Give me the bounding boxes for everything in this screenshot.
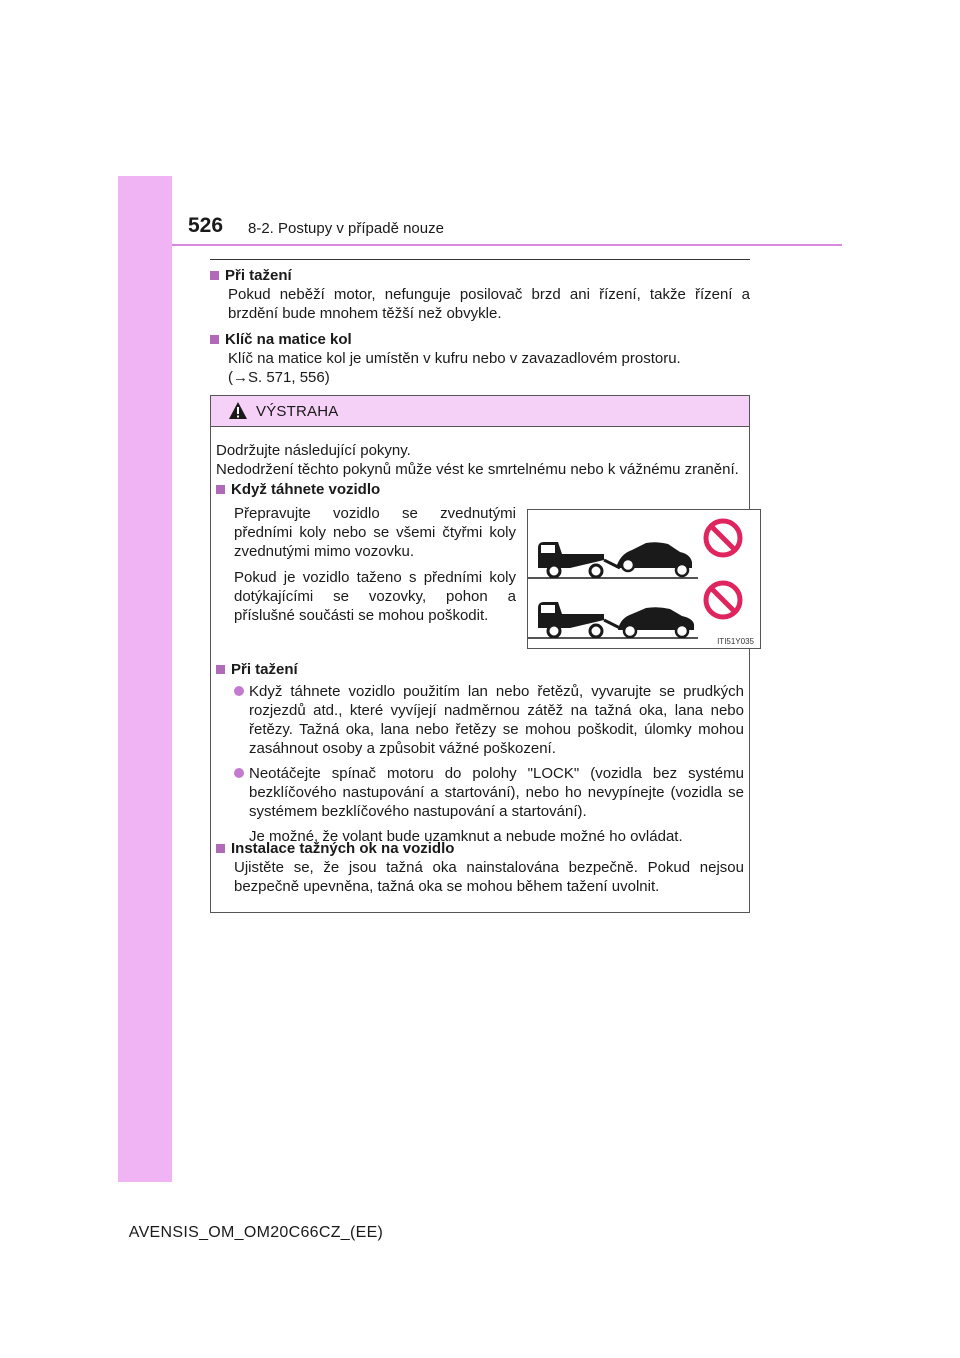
tow-heading: Když táhnete vozidlo [231, 481, 381, 498]
bullet-note: Je možné, že volant bude uzamknut a nebude možné ho ovládat. [249, 828, 683, 845]
section-text: Pokud neběží motor, nefunguje posilovač brzd ani řízení, takže řízení a brzdění bude mnohem těžší než obvykle. [228, 286, 750, 322]
install-heading: Instalace tažných ok na vozidlo [231, 840, 455, 857]
warning-header [211, 396, 749, 427]
page-number: 526 [188, 214, 224, 237]
tow-paragraph: Přepravujte vozidlo se zvednutými předními koly nebo se všemi čtyřmi koly zvednutými mimo vozovku. [234, 505, 516, 560]
tow-paragraph: Pokud je vozidlo taženo s předními koly dotýkajícími se vozovky, pohon a příslušné součásti se mohou poškodit. [234, 569, 516, 624]
section-wheel-wrench [210, 330, 750, 387]
prohibited-icon [706, 583, 740, 617]
round-bullet-icon [234, 686, 244, 696]
tow-heading-row [216, 480, 744, 499]
during-towing [216, 660, 744, 846]
header-rule [172, 244, 842, 246]
figure-code: ITI51Y035 [717, 637, 754, 646]
square-bullet-icon [210, 335, 219, 344]
section-heading: Klíč na matice kol [225, 331, 352, 348]
tow-text [234, 504, 516, 625]
towing-illustration [527, 509, 761, 649]
side-band [118, 176, 172, 1182]
square-bullet-icon [216, 665, 225, 674]
footer-doc-code: AVENSIS_OM_OM20C66CZ_(EE) [128, 1224, 384, 1241]
install-text: Ujistěte se, že jsou tažná oka nainstalována bezpečně. Pokud nejsou bezpečně upevněna, tažná oka se mohou během tažení uvolnit. [234, 859, 744, 895]
install-tow-eye [216, 839, 744, 896]
prohibited-icon [706, 521, 740, 555]
during-heading: Při tažení [231, 661, 298, 678]
warning-triangle-icon [228, 401, 248, 421]
warning-title: VÝSTRAHA [256, 402, 339, 420]
section-towing [210, 266, 750, 323]
content-rule [210, 259, 750, 260]
page-reference: (→S. 571, 556) [228, 369, 330, 386]
square-bullet-icon [216, 485, 225, 494]
warning-intro [216, 441, 744, 479]
warning-intro-line: Nedodržení těchto pokynů může vést ke smrtelnému nebo k vážnému zranění. [216, 461, 739, 478]
warning-box [210, 395, 754, 913]
round-bullet-icon [234, 768, 244, 778]
section-text: Klíč na matice kol je umístěn v kufru nebo v zavazadlovém prostoru. [228, 350, 681, 367]
warning-intro-line: Dodržujte následující pokyny. [216, 442, 411, 459]
list-item: Když táhnete vozidlo použitím lan nebo řetězů, vyvarujte se prudkých rozjezdů atd., které vyvíjejí nadměrnou zátěž na tažná oka, lana nebo řetězy. Tažná oka, lana nebo řetězy se mohou poškodit, úlomky mohou zasáhnout osoby a způsobit vážné poškození. [216, 682, 744, 758]
square-bullet-icon [216, 844, 225, 853]
section-heading: Při tažení [225, 267, 292, 284]
square-bullet-icon [210, 271, 219, 280]
section-title: 8-2. Postupy v případě nouze [248, 220, 444, 237]
tow-truck-icon [528, 510, 760, 648]
list-item: Neotáčejte spínač motoru do polohy "LOCK" (vozidla bez systému bezklíčového nastupování a startování), nebo ho nevypínejte (vozidla se systémem bezklíčového nastupování a startování). [216, 764, 744, 821]
